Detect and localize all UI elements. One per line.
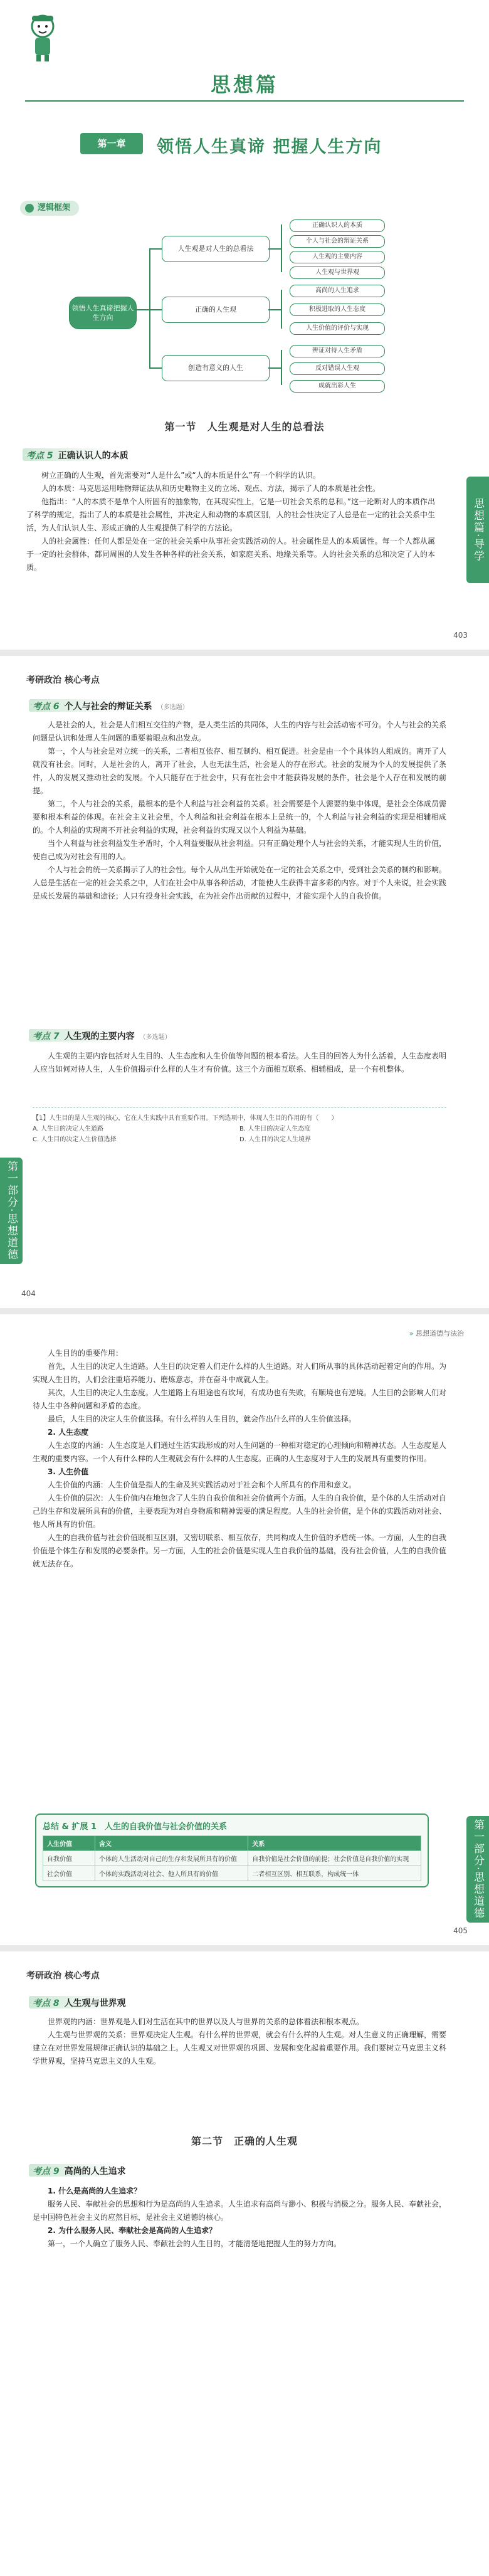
map-leaf: 积极进取的人生态度	[290, 304, 385, 316]
unit-title: 领悟人生真谛 把握人生方向	[157, 137, 382, 157]
chapter-rule	[25, 100, 464, 102]
table-header: 关系	[248, 1836, 421, 1851]
map-root: 领悟人生真谛把握人生方向	[69, 297, 137, 329]
paragraph: 人生态度的内涵：人生态度是人们通过生活实践形成的对人生问题的一种相对稳定的心理倾向和精神状态。人生态度是人生观的重要内容。一个人有什么样的人生观就会有什么样的人生态度。正确的人生态度对于人生的发展具有重要的作用。	[33, 1441, 447, 1463]
brand-header	[26, 1969, 100, 1982]
map-line	[281, 224, 282, 272]
paragraph: 他指出：“人的本质不是单个人所固有的抽象物，在其现实性上，它是一切社会关系的总和。”这一论断对人的本质作出了科学的规定，指出了人的本质是社会属性，并决定人和动物的本质区别，人的社会性决定了人总是在一定的社会关系中生活，为人们认识人生、形成正确的人生观提供了科学的方法论。	[26, 497, 435, 532]
map-line	[268, 367, 281, 369]
table-header: 含义	[95, 1836, 248, 1851]
running-header	[409, 1328, 464, 1338]
page-number: 404	[21, 1289, 36, 1298]
page2-body-2	[33, 1050, 446, 1076]
kd5-label: 考点 5	[26, 451, 53, 461]
kd9-label: 考点 9	[33, 2167, 60, 2177]
map-mid-2: 正确的人生观	[162, 297, 270, 323]
kd9-heading	[33, 2165, 409, 2177]
kd9-title: 高尚的人生追求	[64, 2167, 126, 2177]
map-mid-1: 人生观是对人生的总看法	[162, 236, 270, 262]
summary-title: 总结 & 扩展 1 人生的自我价值与社会价值的关系	[43, 1822, 227, 1832]
brand-text: 考研政治 核心考点	[26, 675, 100, 685]
map-line	[268, 248, 281, 250]
page2-body	[33, 719, 446, 903]
kd6-title: 个人与社会的辩证关系	[64, 702, 152, 712]
map-line	[149, 248, 162, 250]
map-leaf: 人生观的主要内容	[290, 251, 385, 263]
map-mid-3: 创造有意义的人生	[162, 355, 270, 381]
paragraph: 服务人民、奉献社会的思想和行为是高尚的人生追求。人生追求有高尚与渺小、积极与消极之分。服务人民、奉献社会，是中国特色社会主义的应然目标，是社会主义道德的核心。	[33, 2200, 447, 2222]
paragraph: 第一，个人与社会是对立统一的关系，二者相互依存、相互制约、相互促进。社会是由一个个具体的人组成的。离开了人就没有社会。同时，人是社会的人，离开了社会，人也无法生活，社会是人的存在形式。社会的发展为个人的发展提供了条件，人的发展又推动社会的发展。个人只能存在于社会中，只有在社会中才能获得发展的条件，社会是个人存在和发展的前提。	[33, 747, 447, 795]
side-tab: 第一部分·思想道德	[466, 1816, 489, 1923]
table-header: 人生价值	[43, 1836, 95, 1851]
double-arrow-icon: »	[409, 1329, 414, 1338]
page-number: 403	[453, 631, 468, 640]
paragraph: 人生的自我价值与社会价值既相互区别，又密切联系、相互依存，共同构成人生价值的矛盾统一体。一方面，人生的自我价值是个体生存和发展的必要条件。另一方面，人生的社会价值是实现人生自我价值的基础，没有社会价值，人生的自我价值就无法存在。	[33, 1533, 447, 1568]
paragraph: 世界观的内涵：世界观是人们对生活在其中的世界以及人与世界的关系的总体看法和根本观点。	[48, 2017, 364, 2026]
kd5-heading	[26, 449, 402, 462]
quiz-option-d: D. 人生目的决定人生境界	[239, 1136, 312, 1143]
map-leaf: 人生价值的评价与实现	[290, 322, 385, 335]
paragraph: 人的社会属性：任何人都是处在一定的社会关系中从事社会实践活动的人。社会属性是人的本质属性。每一个人都从属于一定的社会群体，都同周围的人发生各种各样的社会关系，如家庭关系、地缘关系等。人的社会关系的总和决定了人的本质。	[26, 537, 435, 572]
section-title: 第一节 人生观是对人生的总看法	[164, 421, 325, 433]
brand-header	[26, 673, 100, 686]
paragraph: 人生观与世界观的关系：世界观决定人生观。有什么样的世界观，就会有什么样的人生观。对人生意义的正确理解，需要建立在对世界发展规律正确认识的基础之上。人生观又对世界观的巩固、发展和变化起着重要作用。我们要树立马克思主义科学世界观，坚持马克思主义的人生观。	[33, 2030, 447, 2066]
map-leaf: 辨证对待人生矛盾	[290, 345, 385, 357]
map-leaf: 人生观与世界观	[290, 267, 385, 279]
map-line	[135, 309, 149, 310]
paragraph: 人的本质：马克思运用唯物辩证法从和历史唯物主义的立场、观点、方法，揭示了人的本质是社会性。	[41, 484, 381, 493]
map-leaf: 个人与社会的辩证关系	[290, 235, 385, 248]
chapter-title: 思想篇	[210, 73, 278, 97]
unit-tag: 第一章	[80, 133, 143, 154]
paragraph: 当个人利益与社会利益发生矛盾时，个人利益要服从社会利益。只有正确处理个人与社会的关系，才能实现人生的价值，使自己成为对社会有用的人。	[33, 839, 447, 861]
table-row	[43, 1866, 421, 1881]
kd7-label: 考点 7	[33, 1032, 60, 1042]
page3-body	[33, 1347, 446, 1571]
page1-body	[26, 469, 435, 574]
paragraph: 最后，人生目的决定人生价值选择。有什么样的人生目的，就会作出什么样的人生价值选择。	[48, 1415, 357, 1423]
map-leaf: 成就出彩人生	[290, 380, 385, 393]
table-cell: 二者相互区别、相互联系，构成统一体	[248, 1866, 421, 1881]
map-line	[268, 309, 281, 310]
paragraph: 个人与社会的统一关系揭示了人的社会性。每个人从出生开始就处在一定的社会关系之中，受到社会关系的制约和影响。人总是生活在一定的社会关系之中，人们在社会中从事各种活动，才能使人生获得丰富多彩的内容。对于个人来说，社会实践是成长发展的基础和途径；人只有投身社会实践，在为社会作出贡献的过程中，才能实现个人的自我价值。	[33, 865, 447, 900]
map-line	[281, 350, 282, 385]
paragraph: 人生观的主要内容包括对人生目的、人生态度和人生价值等问题的根本看法。人生目的回答人为什么活着，人生态度表明人应当如何对待人生，人生价值揭示什么样的人生才有价值。这三个方面相互联系、相辅相成，是一个有机整体。	[33, 1052, 447, 1074]
kd6-heading	[33, 700, 409, 712]
paragraph: 人生价值的层次：人生价值内在地包含了人生的自我价值和社会价值两个方面。人生的自我价值，是个体的人生活动对自己的生存和发展所具有的价值，主要表现为对自身物质和精神需要的满足程度。人生的社会价值，是个体的实践活动对社会、他人所具有的价值。	[33, 1494, 447, 1529]
paragraph: 第二，个人与社会的关系，最根本的是个人利益与社会利益的关系。社会需要是个人需要的集中体现，是社会全体成员需要和根本利益的体现。在社会主义社会里，个人利益和社会利益在根本上是统一的，个人利益与社会利益的实现是相辅相成的。个人利益的实现离不开社会利益的实现，社会利益的实现又以个人利益为基础。	[33, 800, 447, 835]
table-cell: 个体的实践活动对社会、他人所具有的价值	[95, 1866, 248, 1881]
kd7-title: 人生观的主要内容	[64, 1032, 135, 1042]
quiz-option-a: A. 人生目的决定人生道路	[33, 1126, 104, 1132]
kd8-title: 人生观与世界观	[64, 1998, 126, 2009]
table-row	[43, 1851, 421, 1866]
map-line	[149, 309, 162, 310]
page-403	[0, 0, 489, 650]
logic-label-icon	[25, 204, 34, 213]
page4-body-2	[33, 2185, 446, 2251]
table-cell: 自我价值是社会价值的前提；社会价值是自我价值的实现	[248, 1851, 421, 1866]
subheading: 3. 人生价值	[48, 1467, 89, 1476]
kd7-heading	[33, 1030, 409, 1042]
side-tab: 思想篇·导学	[466, 477, 489, 583]
map-leaf: 反对错误人生观	[290, 362, 385, 375]
paragraph: 首先，人生目的决定人生道路。人生目的决定着人们走什么样的人生道路。对人们所从事的具体活动起着定向的作用。为实现人生目的，人们会注重培养能力、磨炼意志，并在奋斗中成就人生。	[33, 1362, 447, 1384]
kd8-label: 考点 8	[33, 1998, 60, 2009]
paragraph: 树立正确的人生观，首先需要对“人是什么”或“人的本质是什么”有一个科学的认识。	[41, 471, 320, 480]
kd7-note: （多选题）	[139, 1033, 171, 1041]
page-number: 405	[453, 1926, 468, 1935]
map-leaf: 高尚的人生追求	[290, 285, 385, 297]
brand-text: 考研政治 核心考点	[26, 1971, 100, 1981]
map-leaf: 正确认识人的本质	[290, 219, 385, 232]
paragraph: 人生价值的内涵：人生价值是指人的生命及其实践活动对于社会和个人所具有的作用和意义。	[48, 1481, 357, 1489]
page4-body	[33, 2015, 446, 2068]
running-header-text: 思想道德与法治	[416, 1329, 464, 1338]
quiz-question: 【1】人生目的是人生观的核心，它在人生实践中具有重要作用。下列选项中，体现人生目的作用的有（ ）	[33, 1115, 338, 1122]
map-line	[281, 290, 282, 329]
paragraph: 其次，人生目的决定人生态度。人生道路上有坦途也有坎坷，有成功也有失败，有顺境也有逆境。人生目的会影响人们对待人生中各种问题和矛盾的态度。	[33, 1388, 447, 1410]
logic-label-text: 逻辑框架	[38, 203, 71, 213]
kd8-heading	[33, 1997, 409, 2009]
quiz-option-c: C. 人生目的决定人生价值选择	[33, 1136, 117, 1143]
mascot-icon	[25, 13, 60, 63]
subheading: 2. 为什么服务人民、奉献社会是高尚的人生追求？	[48, 2226, 217, 2235]
section-title: 第二节 正确的人生观	[191, 2135, 298, 2147]
summary-box	[35, 1813, 429, 1887]
map-line	[149, 248, 150, 367]
paragraph: 人是社会的人，社会是人们相互交往的产物，是人类生活的共同体，人生的内容与社会活动密不可分。个人与社会的关系问题是认识和处理人生问题的重要着眼点和出发点。	[33, 721, 447, 742]
logic-label	[20, 201, 79, 216]
subheading: 1. 什么是高尚的人生追求？	[48, 2187, 142, 2195]
mind-map	[0, 219, 489, 408]
quiz-box	[33, 1107, 446, 1145]
side-tab: 第一部分·思想道德	[0, 1158, 23, 1264]
page-405	[0, 1314, 489, 1945]
kd5-title: 正确认识人的本质	[58, 451, 129, 461]
quiz-option-b: B. 人生目的决定人生态度	[239, 1126, 311, 1132]
kd6-label: 考点 6	[33, 702, 60, 712]
page-406	[0, 1951, 489, 2576]
table-cell: 自我价值	[43, 1851, 95, 1866]
kd6-note: （多选题）	[157, 704, 189, 711]
summary-table	[43, 1835, 421, 1881]
paragraph: 人生目的的重要作用：	[48, 1349, 124, 1358]
subheading: 2. 人生态度	[48, 1428, 89, 1437]
table-cell: 个体的人生活动对自己的生存和发展所具有的价值	[95, 1851, 248, 1866]
table-cell: 社会价值	[43, 1866, 95, 1881]
page-404	[0, 656, 489, 1308]
paragraph: 第一，一个人确立了服务人民、奉献社会的人生目的，才能清楚地把握人生的努力方向。	[48, 2239, 342, 2248]
map-line	[149, 367, 162, 369]
